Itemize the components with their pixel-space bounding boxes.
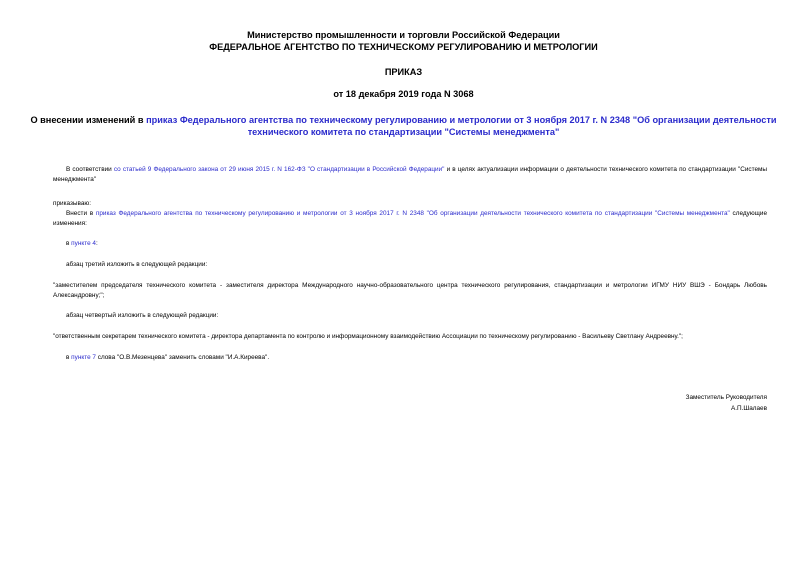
federal-law-link[interactable]: со статьей 9 Федерального закона от 29 июня 2015 г. N 162-ФЗ "О стандартизации в Российской Федерации" bbox=[113, 166, 445, 173]
paragraph-point7 bbox=[53, 353, 767, 363]
agency-name: ФЕДЕРАЛЬНОЕ АГЕНТСТВО ПО ТЕХНИЧЕСКОМУ РЕГУЛИРОВАНИЮ И МЕТРОЛОГИИ bbox=[209, 42, 598, 52]
p1-prefix: В соответствии bbox=[66, 166, 114, 173]
amended-order-link[interactable]: приказ Федерального агентства по техническому регулированию и метрологии от 3 ноября 2017 г. N 2348 "Об организации деятельности технического комитета по стандартизации "Системы менеджмента" bbox=[95, 210, 730, 217]
p9-prefix: в bbox=[66, 354, 72, 361]
paragraph-order: приказываю: bbox=[53, 200, 91, 207]
paragraph-third-abzac: абзац третий изложить в следующей редакции: bbox=[66, 261, 208, 268]
document-title bbox=[30, 114, 777, 138]
paragraph-basis bbox=[53, 165, 767, 185]
document-date-number: от 18 декабря 2019 года N 3068 bbox=[333, 89, 474, 99]
point-7-link[interactable]: пункте 7 bbox=[71, 354, 96, 361]
title-prefix: О внесении изменений в bbox=[30, 115, 147, 125]
signature-name: А.П.Шалаев bbox=[730, 405, 767, 412]
paragraph-point4 bbox=[53, 239, 767, 249]
ministry-name: Министерство промышленности и торговли Российской Федерации bbox=[247, 30, 560, 40]
p1-suffix: и в целях актуализации информации о деятельности технического комитета по стандартизации "Системы менеджмента" bbox=[53, 166, 768, 183]
paragraph-amend bbox=[53, 209, 767, 229]
p4-suffix: : bbox=[95, 240, 98, 247]
document-type: ПРИКАЗ bbox=[384, 67, 423, 77]
p3-suffix: следующие изменения: bbox=[53, 210, 767, 227]
paragraph-secretary: "ответственным секретарем технического комитета - директора департамента по контролю и информационному взаимодействию Ассоциации по техническому регулированию - Васильеву Светлану Андреевну."; bbox=[53, 333, 683, 340]
p9-suffix: слова "О.В.Мезенцева" заменить словами "И.А.Киреева". bbox=[95, 354, 270, 361]
p3-prefix: Внести в bbox=[66, 210, 96, 217]
p4-prefix: в bbox=[66, 240, 72, 247]
point-4-link[interactable]: пункте 4 bbox=[71, 240, 96, 247]
signature-position: Заместитель Руководителя bbox=[685, 394, 767, 401]
paragraph-fourth-abzac: абзац четвертый изложить в следующей редакции: bbox=[66, 312, 219, 319]
title-order-link[interactable]: приказ Федерального агентства по техническому регулированию и метрологии от 3 ноября 2017 г. N 2348 "Об организации деятельности технического комитета по стандартизации "Системы менеджмента" bbox=[146, 115, 777, 137]
paragraph-deputy-chair: "заместителем председателя технического комитета - заместителя директора Международного научно-образовательного центра технического регулирования, стандартизации и метрологии ИГМУ НИУ ВШЭ - Бондарь Любовь Александровну;"; bbox=[53, 282, 767, 299]
